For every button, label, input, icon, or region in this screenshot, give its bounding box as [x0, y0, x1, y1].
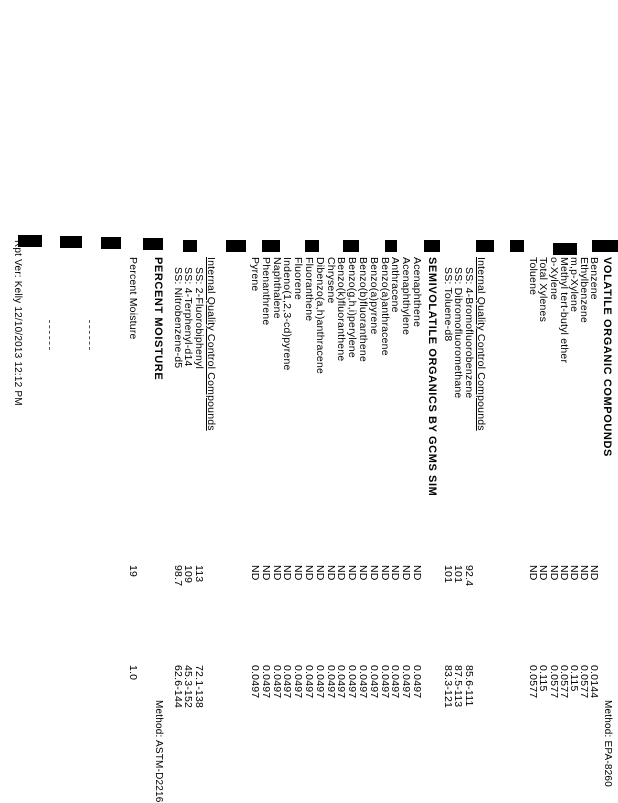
- svoc-row-result: ND: [259, 565, 272, 581]
- svoc-row-limit: 0.0497: [249, 665, 261, 699]
- svoc-row-result: ND: [281, 565, 294, 581]
- voc-qc-row-limit: 83.3-121: [442, 665, 454, 709]
- svoc-row-name: Chrysene: [324, 257, 337, 304]
- redaction-block: [262, 240, 280, 252]
- svoc-qc-row-limit: 62.6-144: [172, 665, 184, 709]
- redaction-block: [385, 240, 397, 252]
- svoc-row-result: ND: [357, 565, 369, 581]
- svoc-row-result: ND: [367, 565, 380, 581]
- svoc-row-result: ND: [313, 565, 326, 581]
- voc-row-name: Toluene: [527, 257, 540, 296]
- voc-row-name: Ethylbenzene: [577, 257, 590, 324]
- redaction-block: [424, 240, 440, 252]
- svoc-row-limit: 0.0497: [313, 665, 326, 699]
- svoc-row-name: Anthracene: [389, 257, 402, 313]
- redaction-block: [60, 236, 82, 248]
- voc-qc-row-result: 101: [452, 565, 465, 584]
- voc-row-result: ND: [557, 565, 570, 581]
- redaction-block: [143, 238, 163, 250]
- svoc-row-name: Benzo(a)pyrene: [367, 257, 380, 335]
- svoc-row-limit: 0.0497: [303, 665, 315, 699]
- svoc-row-limit: 0.0497: [346, 665, 359, 699]
- redaction-block: [476, 240, 494, 252]
- svoc-qc-row-limit: 45.3-152: [182, 665, 195, 709]
- voc-row-limit: 0.0577: [577, 665, 590, 699]
- voc-row-name: Total Xylenes: [537, 257, 550, 323]
- voc-row-name: o-Xylene: [547, 257, 560, 301]
- redaction-block: [183, 240, 197, 252]
- svoc-row-limit: 0.0497: [357, 665, 369, 699]
- redaction-block: [592, 240, 618, 252]
- redaction-block: [226, 240, 246, 252]
- svoc-qc-row-name: SS: Nitrobenzene-d5: [172, 267, 184, 369]
- svoc-row-limit: 0.0497: [259, 665, 272, 699]
- svoc-row-limit: 0.0497: [367, 665, 380, 699]
- redaction-block: [343, 240, 359, 252]
- svoc-qc-title: Internal Quality Control Compounds: [205, 257, 217, 431]
- svoc-qc-row-name: SS: 2-Fluorobiphenyl: [193, 267, 205, 370]
- svoc-qc-row-result: 113: [193, 565, 205, 583]
- svoc-qc-row-limit: 72.1-138: [193, 665, 205, 709]
- svoc-row-name: Indeno(1,2,3-cd)pyrene: [281, 257, 294, 371]
- svoc-qc-row-result: 109: [182, 565, 195, 584]
- voc-section-title: VOLATILE ORGANIC COMPOUNDS: [601, 257, 613, 457]
- redaction-block: [305, 240, 319, 252]
- redaction-block: [510, 240, 524, 252]
- svoc-row-limit: 0.0497: [281, 665, 294, 699]
- svoc-row-limit: 0.0497: [324, 665, 337, 699]
- voc-qc-row-result: 92.4: [463, 565, 475, 587]
- svoc-row-result: ND: [411, 565, 423, 581]
- svoc-row-limit: 0.0497: [389, 665, 402, 699]
- moisture-row-limit: 1.0: [127, 665, 139, 681]
- moisture-row-name: Percent Moisture: [127, 257, 139, 340]
- separator-line: [89, 320, 90, 350]
- svoc-row-result: ND: [292, 565, 305, 581]
- svoc-row-result: ND: [303, 565, 315, 581]
- voc-row-result: ND: [577, 565, 590, 581]
- svoc-section-title: SEMIVOLATILE ORGANICS BY GCMS SIM: [426, 257, 438, 497]
- redaction-block: [101, 237, 121, 249]
- moisture-section-title: PERCENT MOISTURE: [152, 257, 164, 381]
- svoc-row-name: Benzo(g,h,i)perylene: [346, 257, 359, 358]
- svoc-row-limit: 0.0497: [411, 665, 423, 699]
- svoc-row-name: Pyrene: [249, 257, 261, 292]
- svoc-row-name: Acenaphthylene: [400, 257, 413, 336]
- svoc-row-result: ND: [324, 565, 337, 581]
- svoc-row-result: ND: [249, 565, 261, 581]
- voc-row-limit: 0.0577: [547, 665, 560, 699]
- moisture-row-result: 19: [127, 565, 139, 578]
- svoc-row-name: Acenaphthene: [411, 257, 423, 328]
- voc-row-result: ND: [527, 565, 540, 581]
- voc-method: Method: EPA-8260: [602, 700, 613, 787]
- svoc-row-limit: 0.0497: [378, 665, 391, 699]
- svoc-row-limit: 0.0497: [270, 665, 283, 699]
- voc-qc-title: Internal Quality Control Compounds: [475, 257, 487, 431]
- svoc-row-limit: 0.0497: [335, 665, 348, 699]
- svoc-row-name: Fluoranthene: [303, 257, 315, 322]
- voc-row-limit: 0.115: [537, 665, 550, 692]
- voc-row-result: ND: [547, 565, 560, 581]
- svoc-row-name: Fluorene: [292, 257, 305, 301]
- voc-row-limit: 0.0577: [557, 665, 570, 699]
- svoc-row-name: Benzo(k)fluoranthene: [335, 257, 348, 362]
- voc-row-limit: 0.0144: [588, 665, 600, 699]
- voc-row-limit: 0.115: [567, 665, 580, 692]
- voc-row-name: Methyl tert-butyl ether: [557, 257, 570, 364]
- svoc-row-name: Phenanthrene: [259, 257, 272, 326]
- redaction-block: [553, 243, 577, 255]
- voc-qc-row-limit: 85.6-111: [463, 665, 475, 707]
- svoc-row-result: ND: [400, 565, 413, 581]
- svoc-row-result: ND: [335, 565, 348, 581]
- voc-row-result: ND: [588, 565, 600, 581]
- report-version: Rpt Ver: Kelly 12/10/2013 12:12 PM: [12, 240, 23, 406]
- svoc-row-name: Dibenzo(a,h)anthracene: [313, 257, 326, 375]
- svoc-row-limit: 0.0497: [400, 665, 413, 699]
- svoc-row-result: ND: [378, 565, 391, 581]
- svoc-row-result: ND: [270, 565, 283, 581]
- voc-row-result: ND: [567, 565, 580, 581]
- svoc-qc-row-name: SS: 4-Terphenyl-d14: [182, 267, 195, 367]
- svoc-qc-row-result: 98.7: [172, 565, 184, 587]
- svoc-row-limit: 0.0497: [292, 665, 305, 699]
- moisture-method: Method: ASTM-D2216: [153, 700, 164, 803]
- voc-row-name: m,p-Xylene: [567, 257, 580, 313]
- svoc-row-name: Benzo(a)anthracene: [378, 257, 391, 356]
- voc-qc-row-name: SS: 4-Bromofluorobenzene: [463, 267, 475, 399]
- voc-qc-row-name: SS: Toluene-d8: [442, 267, 454, 342]
- svoc-row-result: ND: [346, 565, 359, 581]
- voc-qc-row-name: SS: Dibromofluoromethane: [452, 267, 465, 399]
- voc-qc-row-result: 101: [442, 565, 454, 584]
- voc-qc-row-limit: 87.5-113: [452, 665, 465, 708]
- voc-row-limit: 0.0577: [527, 665, 540, 699]
- voc-row-name: Benzene: [588, 257, 600, 300]
- svoc-row-result: ND: [389, 565, 402, 581]
- svoc-row-name: Naphthalene: [270, 257, 283, 319]
- separator-line: [49, 320, 50, 350]
- voc-row-result: ND: [537, 565, 550, 581]
- svoc-row-name: Benzo(b)fluoranthene: [357, 257, 369, 362]
